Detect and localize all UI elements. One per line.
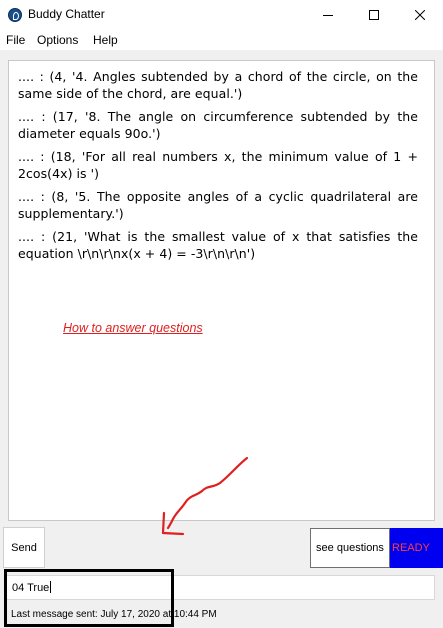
maximize-button[interactable] — [351, 0, 397, 30]
minimize-button[interactable] — [305, 0, 351, 30]
status-badge: READY — [390, 528, 443, 568]
title-bar — [0, 0, 443, 30]
chat-message: .... : (21, 'What is the smallest value of x that satisfies the equation \r\n\r\nx(x + 4) = -3\r\n\r\n') — [18, 229, 418, 261]
chat-message: .... : (17, '8. The angle on circumference subtended by the diameter equals 90o.') — [18, 109, 418, 141]
close-button[interactable] — [397, 0, 443, 30]
chat-message: .... : (8, '5. The opposite angles of a cyclic quadrilateral are supplementary.') — [18, 189, 418, 221]
menu-options[interactable]: Options — [37, 33, 79, 47]
send-button[interactable]: Send — [3, 527, 45, 568]
maximize-icon — [369, 10, 379, 20]
minimize-icon — [323, 10, 333, 20]
chat-message: .... : (4, '4. Angles subtended by a chord of the circle, on the same side of the chord, are equal.') — [18, 69, 418, 101]
chat-log[interactable] — [8, 60, 435, 521]
last-sent-status: Last message sent: July 17, 2020 at 10:44 PM — [11, 609, 217, 620]
close-icon — [415, 10, 425, 20]
window-title: Buddy Chatter — [28, 7, 105, 21]
menu-file[interactable]: File — [6, 33, 26, 47]
app-logo-icon — [8, 8, 22, 22]
menu-bar — [0, 30, 443, 50]
help-link[interactable]: How to answer questions — [63, 321, 203, 335]
menu-help[interactable]: Help — [93, 33, 118, 47]
annotation-arrow-icon — [150, 455, 260, 540]
message-list — [18, 68, 418, 268]
see-questions-button[interactable]: see questions — [310, 528, 390, 568]
message-input-value: 04 True — [12, 582, 50, 594]
chat-message: .... : (18, 'For all real numbers x, the minimum value of 1 + 2cos(4x) is ') — [18, 149, 418, 181]
